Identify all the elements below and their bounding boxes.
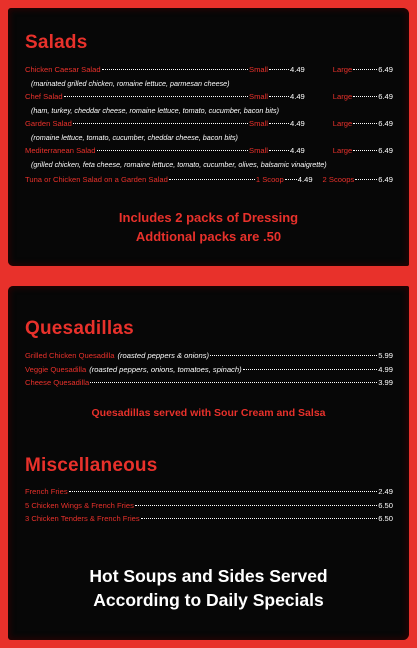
item-name: Cheese Quesadilla [25,378,90,387]
leader-dots [169,179,255,180]
item-description: (ham, turkey, cheddar cheese, romaine lettuce, tomato, cucumber, bacon bits) [31,106,279,115]
small-label: 1 Scoop [255,175,284,184]
dressing-line-2: Addtional packs are .50 [135,229,282,244]
menu-item-row [25,175,393,185]
item-description: (marinated grilled chicken, romaine lettuce, parmesan cheese) [31,79,230,88]
leader-dots [73,123,248,124]
leader-dots [64,96,248,97]
leader-dots [285,179,297,180]
menu-item-row [25,501,393,511]
menu-item-row [25,378,393,388]
item-price: 3.99 [378,378,393,387]
leader-dots [135,505,377,506]
leader-dots [353,69,377,70]
large-label: Large [332,92,353,101]
footer-line-1: Hot Soups and Sides Served [89,566,328,586]
large-price: 6.49 [378,92,393,101]
menu-item-row [25,92,393,102]
item-name: 5 Chicken Wings & French Fries [25,501,134,510]
item-name: Garden Salad [25,119,72,128]
item-name: Tuna or Chicken Salad on a Garden Salad [25,175,168,184]
salads-title: Salads [25,32,88,53]
leader-dots [269,69,289,70]
footer-line-2: According to Daily Specials [93,590,324,610]
large-price: 6.49 [378,146,393,155]
item-name: Veggie Quesadilla [25,365,87,374]
menu-item-row [25,351,393,361]
item-price: 6.50 [378,501,393,510]
item-price: 4.99 [378,365,393,374]
menu-item-row [25,514,393,524]
large-label: Large [332,65,353,74]
large-price: 6.49 [378,119,393,128]
leader-dots [243,369,378,370]
leader-dots [90,382,377,383]
item-name: 3 Chicken Tenders & French Fries [25,514,140,523]
item-description: (romaine lettuce, tomato, cucumber, cheddar cheese, bacon bits) [31,133,238,142]
small-label: Small [249,65,268,74]
menu-item-row [25,365,393,375]
small-label: Small [249,146,268,155]
item-price: 5.99 [378,351,393,360]
large-price: 6.49 [378,175,393,184]
item-name: Chef Salad [25,92,63,101]
leader-dots [269,150,289,151]
item-name: Mediterranean Salad [25,146,96,155]
quesadillas-title: Quesadillas [25,318,134,339]
large-label: Large [332,146,353,155]
menu-item-row [25,146,393,156]
item-name: Grilled Chicken Quesadilla [25,351,115,360]
leader-dots [353,96,377,97]
large-label: Large [332,119,353,128]
item-name: Chicken Caesar Salad [25,65,101,74]
item-description: (roasted peppers, onions, tomatoes, spinach) [89,365,242,374]
large-label: 2 Scoops [322,175,355,184]
leader-dots [69,491,378,492]
small-price: 4.49 [290,65,305,74]
leader-dots [141,518,378,519]
misc-title: Miscellaneous [25,455,158,476]
leader-dots [355,179,377,180]
small-price: 4.49 [290,92,305,101]
small-label: Small [249,92,268,101]
menu-item-row [25,65,393,75]
large-price: 6.49 [378,65,393,74]
footer-note [0,564,417,612]
item-price: 2.49 [378,487,393,496]
item-price: 6.50 [378,514,393,523]
leader-dots [269,123,289,124]
dressing-line-1: Includes 2 packs of Dressing [118,210,299,225]
leader-dots [269,96,289,97]
item-description: (roasted peppers & onions) [117,351,210,360]
leader-dots [97,150,249,151]
item-description: (grilled chicken, feta cheese, romaine lettuce, tomato, cucumber, olives, balsamic vinaigrette) [31,160,327,169]
leader-dots [353,150,377,151]
panel-divider [0,266,417,286]
small-label: Small [249,119,268,128]
leader-dots [102,69,248,70]
leader-dots [210,355,377,356]
item-name: French Fries [25,487,68,496]
leader-dots [353,123,377,124]
small-price: 4.49 [290,146,305,155]
small-price: 4.49 [297,175,313,184]
dressing-note [0,208,417,246]
small-price: 4.49 [290,119,305,128]
menu-item-row [25,119,393,129]
quesadillas-note: Quesadillas served with Sour Cream and Salsa [91,407,326,419]
menu-item-row [25,487,393,497]
